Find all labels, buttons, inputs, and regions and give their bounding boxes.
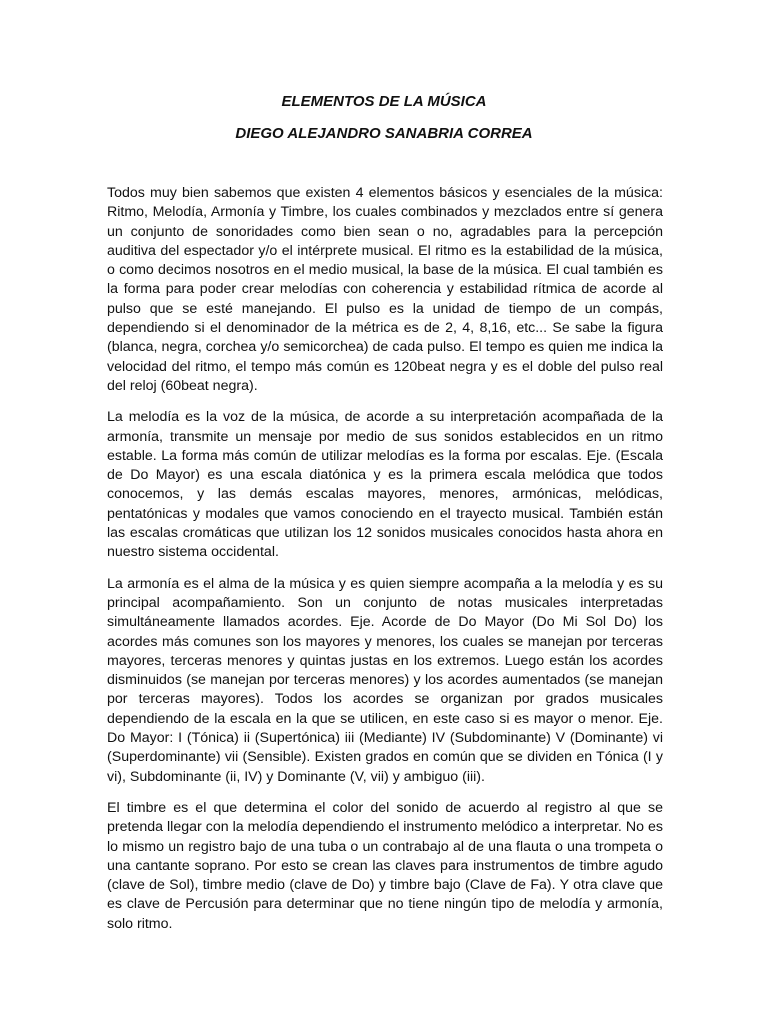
document-title: ELEMENTOS DE LA MÚSICA	[281, 93, 487, 110]
document-body	[107, 184, 663, 946]
document-author: DIEGO ALEJANDRO SANABRIA CORREA	[235, 125, 533, 142]
paragraph-armonia: La armonía es el alma de la música y es quien siempre acompaña a la melodía y es su principal acompañamiento. Son un conjunto de notas musicales interpretadas simultáneamente llamados acordes. Eje. Acorde de Do Mayor (Do Mi Sol Do) los acordes más comunes son los mayores y menores, los cuales se manejan por terceras mayores, terceras menores y quintas justas en los extremos. Luego están los acordes disminuidos (se manejan por terceras menores) y los acordes aumentados (se manejan por terceras mayores). Todos los acordes se organizan por grados musicales dependiendo de la escala en la que se utilicen, en este caso si es mayor o menor. Eje. Do Mayor: I (Tónica) ii (Supertónica) iii (Mediante) IV (Subdominante) V (Dominante) vi (Superdominante) vii (Sensible). Existen grados en común que se dividen en Tónica (I y vi), Subdominante (ii, IV) y Dominante (V, vii) y ambiguo (iii).	[107, 575, 663, 785]
paragraph-melodia: La melodía es la voz de la música, de acorde a su interpretación acompañada de la armonía, transmite un mensaje por medio de sus sonidos establecidos en un ritmo estable. La forma más común de utilizar melodías es la forma por escalas. Eje. (Escala de Do Mayor) es una escala diatónica y es la primera escala melódica que todos conocemos, y las demás escalas mayores, menores, armónicas, melódicas, pentatónicas y modales que vamos conociendo en el trayecto musical. También están las escalas cromáticas que utilizan los 12 sonidos musicales conocidos hasta ahora en nuestro sistema occidental.	[107, 409, 663, 561]
paragraph-ritmo: Todos muy bien sabemos que existen 4 elementos básicos y esenciales de la música: Ritmo, Melodía, Armonía y Timbre, los cuales combinados y mezclados entre sí genera un conjunto de sonoridades como bien sean o no, agradables para la percepción auditiva del espectador y/o el intérprete musical. El ritmo es la estabilidad de la música, o como decimos nosotros en el medio musical, la base de la música. El cual también es la forma para poder crear melodías con coherencia y estabilidad rítmica de acorde al pulso que se esté manejando. El pulso es la unidad de tiempo de un compás, dependiendo si el denominador de la métrica es de 2, 4, 8,16, etc... Se sabe la figura (blanca, negra, corchea y/o semicorchea) de cada pulso. El tempo es quien me indica la velocidad del ritmo, el tempo más común es 120beat negra y es el doble del pulso real del reloj (60beat negra).	[107, 185, 663, 394]
paragraph-timbre: El timbre es el que determina el color del sonido de acuerdo al registro al que se pretenda llegar con la melodía dependiendo el instrumento melódico a interpretar. No es lo mismo un registro bajo de una tuba o un contrabajo al de una flauta o una trompeta o una cantante soprano. Por esto se crean las claves para instrumentos de timbre agudo (clave de Sol), timbre medio (clave de Do) y timbre bajo (Clave de Fa). Y otra clave que es clave de Percusión para determinar que no tiene ningún tipo de melodía y armonía, solo ritmo.	[107, 799, 663, 932]
